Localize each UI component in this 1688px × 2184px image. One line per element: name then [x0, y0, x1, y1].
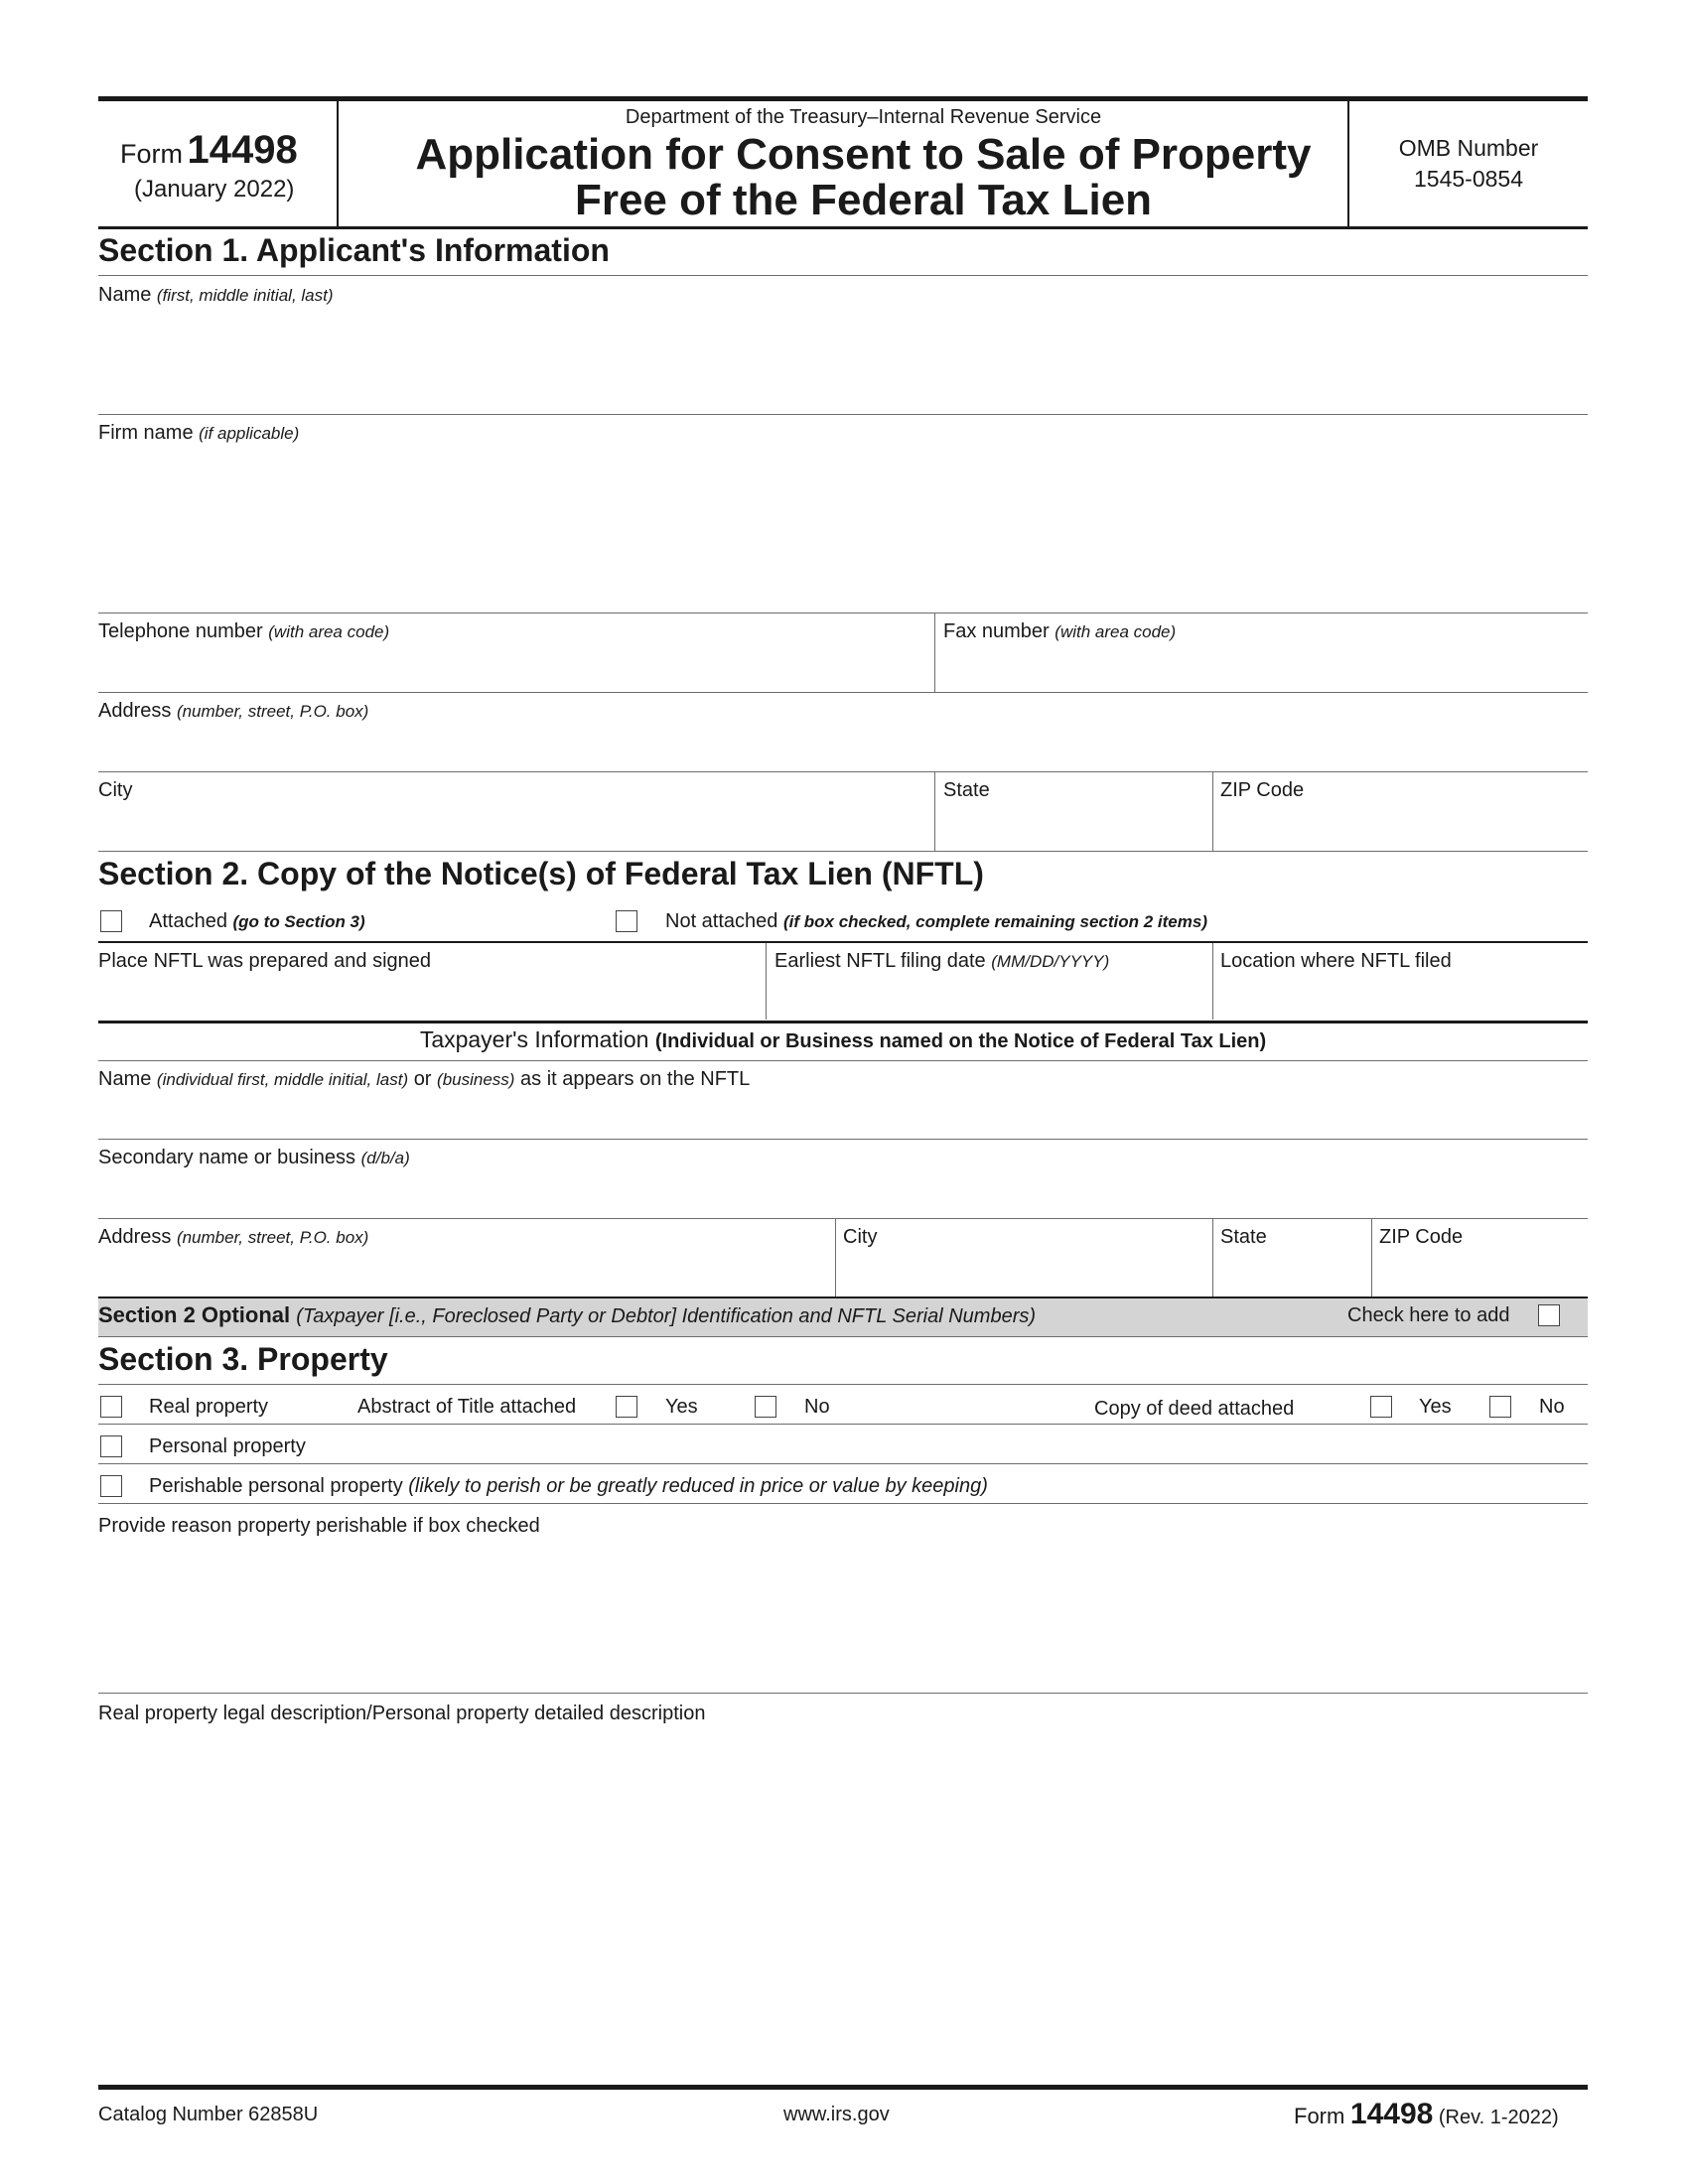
property-description-input[interactable] — [98, 1727, 1588, 2154]
deed-attached-label: Copy of deed attached — [1094, 1398, 1295, 1420]
not-attached-label: Not attached (if box checked, complete remaining section 2 items) — [665, 910, 1207, 932]
address-label: Address (number, street, P.O. box) — [98, 700, 369, 722]
firm-name-input[interactable] — [98, 448, 1588, 607]
rule — [98, 1021, 1588, 1024]
omb-label: OMB Number — [1398, 135, 1539, 161]
city-input[interactable] — [98, 803, 932, 849]
state-input[interactable] — [938, 803, 1210, 849]
zip-label: ZIP Code — [1220, 779, 1305, 801]
zip-input[interactable] — [1216, 803, 1588, 849]
abstract-no-checkbox[interactable] — [755, 1396, 776, 1418]
irs-website: www.irs.gov — [783, 2104, 890, 2125]
form-title-line2: Free of the Federal Tax Lien — [574, 176, 1153, 224]
form-page — [98, 96, 1588, 2130]
rule — [98, 1384, 1588, 1385]
rule — [835, 1218, 836, 1297]
rule — [98, 414, 1588, 415]
form-date: (January 2022) — [134, 176, 295, 203]
rule — [98, 851, 1588, 852]
location-filed-input[interactable] — [1216, 974, 1588, 1018]
rule — [1212, 1218, 1213, 1297]
rule — [98, 1503, 1588, 1504]
form-number: 14498 — [187, 128, 298, 172]
rule — [98, 941, 1588, 943]
rule — [934, 771, 935, 851]
attached-checkbox[interactable] — [100, 910, 122, 932]
taxpayer-city-label: City — [843, 1226, 878, 1248]
personal-property-label: Personal property — [149, 1435, 306, 1457]
fax-input[interactable] — [938, 644, 1588, 690]
rule — [98, 613, 1588, 614]
section2-heading: Section 2. Copy of the Notice(s) of Federal Tax Lien (NFTL) — [98, 856, 984, 891]
telephone-label: Telephone number (with area code) — [98, 620, 390, 642]
section1-heading: Section 1. Applicant's Information — [98, 232, 610, 268]
abstract-yes-checkbox[interactable] — [616, 1396, 637, 1418]
state-label: State — [943, 779, 990, 801]
rule — [766, 943, 767, 1020]
rule — [98, 771, 1588, 772]
taxpayer-state-label: State — [1220, 1226, 1267, 1248]
footer-form-id: Form 14498 (Rev. 1-2022) — [1294, 2098, 1559, 2130]
applicant-name-label: Name (first, middle initial, last) — [98, 284, 334, 306]
abstract-title-label: Abstract of Title attached — [357, 1396, 577, 1418]
omb-block — [1349, 133, 1588, 195]
rule — [98, 692, 1588, 693]
rule — [934, 613, 935, 692]
catalog-number: Catalog Number 62858U — [98, 2104, 319, 2125]
top-rule — [98, 96, 1588, 101]
deed-no-label: No — [1539, 1396, 1565, 1418]
taxpayer-name-input[interactable] — [98, 1092, 1588, 1136]
rule — [98, 275, 1588, 276]
omb-number: 1545-0854 — [1414, 166, 1523, 192]
section3-heading: Section 3. Property — [98, 1341, 388, 1377]
firm-name-label: Firm name (if applicable) — [98, 422, 300, 444]
deed-no-checkbox[interactable] — [1489, 1396, 1511, 1418]
rule — [98, 1424, 1588, 1425]
taxpayer-zip-label: ZIP Code — [1379, 1226, 1464, 1248]
deed-yes-label: Yes — [1419, 1396, 1452, 1418]
department: Department of the Treasury–Internal Revenue Service — [625, 106, 1102, 128]
address-input[interactable] — [98, 724, 1588, 769]
fax-label: Fax number (with area code) — [943, 620, 1177, 642]
real-property-label: Real property — [149, 1396, 269, 1418]
earliest-date-label: Earliest NFTL filing date (MM/DD/YYYY) — [774, 950, 1110, 972]
rule — [98, 1060, 1588, 1061]
rule — [98, 1463, 1588, 1464]
taxpayer-info-heading: Taxpayer's Information (Individual or Business named on the Notice of Federal Tax Lien) — [419, 1026, 1267, 1052]
perishable-property-checkbox[interactable] — [100, 1475, 122, 1497]
form-title-line1: Application for Consent to Sale of Property — [415, 130, 1312, 179]
place-prepared-input[interactable] — [98, 974, 762, 1018]
abstract-yes-label: Yes — [665, 1396, 698, 1418]
earliest-date-input[interactable] — [770, 974, 1210, 1018]
rule — [98, 1336, 1588, 1337]
rule — [98, 1218, 1588, 1219]
rule — [98, 1139, 1588, 1140]
perishable-property-label: Perishable personal property (likely to perish or be greatly reduced in price or value by keeping) — [149, 1475, 988, 1497]
deed-yes-checkbox[interactable] — [1370, 1396, 1392, 1418]
form-label: Form — [120, 139, 183, 169]
taxpayer-address-input[interactable] — [98, 1250, 833, 1294]
place-prepared-label: Place NFTL was prepared and signed — [98, 950, 431, 972]
perishable-reason-input[interactable] — [98, 1540, 1588, 1687]
footer-rule — [98, 2085, 1588, 2090]
real-property-checkbox[interactable] — [100, 1396, 122, 1418]
check-add-checkbox[interactable] — [1538, 1304, 1560, 1326]
taxpayer-address-label: Address (number, street, P.O. box) — [98, 1226, 369, 1248]
form-title — [338, 132, 1389, 223]
secondary-name-label: Secondary name or business (d/b/a) — [98, 1147, 410, 1168]
not-attached-checkbox[interactable] — [616, 910, 637, 932]
rule — [1212, 771, 1213, 851]
attached-label: Attached (go to Section 3) — [149, 910, 365, 932]
taxpayer-zip-input[interactable] — [1375, 1250, 1588, 1294]
perishable-reason-label: Provide reason property perishable if box checked — [98, 1515, 540, 1537]
personal-property-checkbox[interactable] — [100, 1435, 122, 1457]
taxpayer-state-input[interactable] — [1216, 1250, 1369, 1294]
header-bottom-rule — [98, 226, 1588, 229]
secondary-name-input[interactable] — [98, 1170, 1588, 1214]
telephone-input[interactable] — [98, 644, 932, 690]
abstract-no-label: No — [804, 1396, 830, 1418]
rule — [98, 1693, 1588, 1694]
check-add-label: Check here to add — [1347, 1304, 1510, 1326]
rule — [1371, 1218, 1372, 1297]
city-label: City — [98, 779, 133, 801]
taxpayer-name-label: Name (individual first, middle initial, last) or (business) as it appears on the NFTL — [98, 1068, 751, 1090]
form-number-block — [120, 128, 298, 173]
taxpayer-city-input[interactable] — [839, 1250, 1210, 1294]
property-description-label: Real property legal description/Personal property detailed description — [98, 1703, 706, 1724]
location-filed-label: Location where NFTL filed — [1220, 950, 1452, 972]
rule — [1212, 943, 1213, 1020]
section2-optional-label: Section 2 Optional (Taxpayer [i.e., Foreclosed Party or Debtor] Identification and NFTL Serial Numbers) — [98, 1302, 1037, 1327]
